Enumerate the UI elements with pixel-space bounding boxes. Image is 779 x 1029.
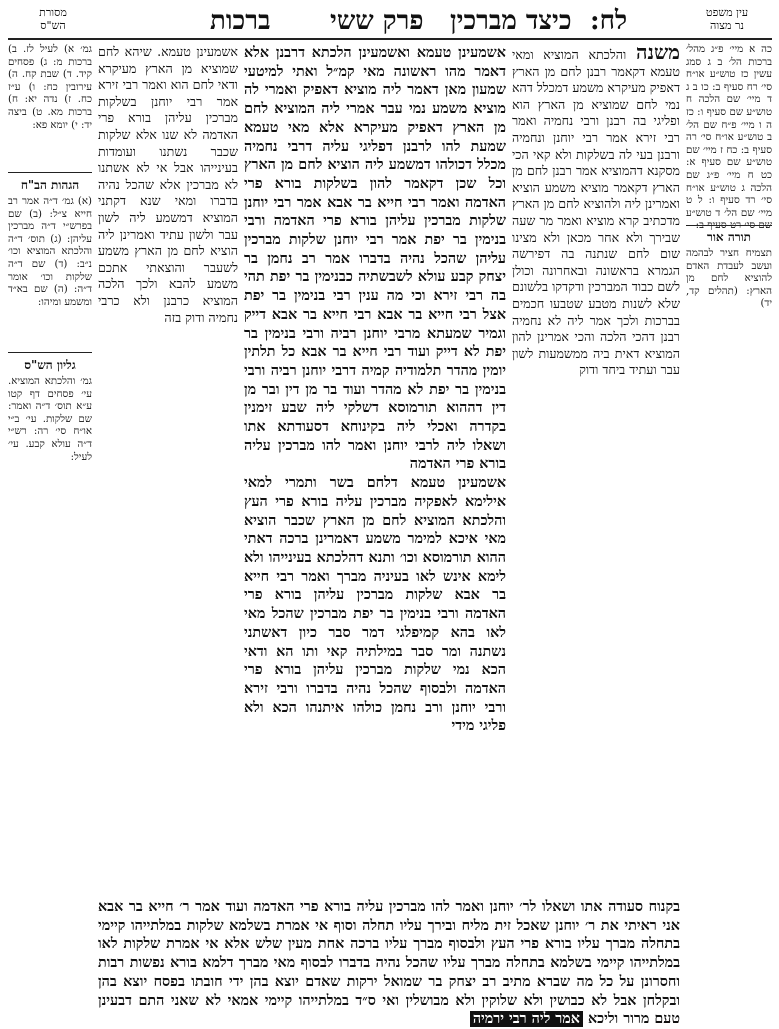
page-number: לח: (590, 6, 628, 36)
rashi-column: אשמעינן טעמא. שיהא לחם שמוציא מן הארץ מעיקרא ודאי לחם הוא ואמר רבי זירא אמר רבי יוחנן בשלקות מברכין עליהן בורא פרי האדמה לא שנו אלא שלקות שכבר נשתנו ועומדות בעינייהו אבל אי לא אשתנו לא מברכין אלא שהכל נהיה בדברו ומאי שנא דקתני המוציא דמשמע ליה לשון עבר ולשון עתיד ואמרינן ליה הוציא לחם מן הארץ משמע לשעבר והוצאתי אתכם משמע להבא ולכך הלכה המוציא כרבנן ולא כרבי נחמיה ודוק בזה (98, 44, 238, 325)
gemara-bottom-text: בקנוח סעודה אתו ושאלו לר׳ יוחנן ואמר להו מברכין עליה בורא פרי האדמה ועוד אמר ר׳ חייא בר אבא אני ראיתי את ר׳ יוחנן שאכל זית מליח ובירך עליו תחלה וסוף אי אמרת בשלמא שלקות במלתייהו קיימי בתחלה מברך עליו בורא פרי העץ ולבסוף מברך עליו ברכה אחת מעין שלש אלא אי אמרת שלקות לאו במלתייהו קיימי בשלמא בתחלה מברך עליו שהכל נהיה בדברו לבסוף מאי מברך דלמא בורא נפשות רבות וחסרונן על כל מה שברא מתיב רב יצחק בר שמואל ירקות שאדם יוצא בהן ידי חובתו בפסח יוצא בהן ובקלחן אבל לא כבושין ולא שלוקין ולא מבושלין ואי ס״ד במלתייהו קיימי אמאי לא שאני התם דבעינן טעם מרור וליכא (98, 899, 680, 1028)
mesoret-label: מסורת הש"ס (39, 6, 67, 32)
tosafot-column (512, 40, 680, 894)
hagahot-column: (א) גמ׳ ד״ה אמר רב חייא צ״ל: (ב) שם בפרש״י ד״ה מברכין עליהן: (ג) תוס׳ ד״ה והלכתא המוציא וכו׳ נ״ב: (ד) שם ד״ה שלקות וכו׳ אומר ד״ה: (ה) שם בא״ד ומשמע ומיהו: (8, 196, 92, 308)
gemara-paragraph-2: אשמעינן טעמא דלחם בשר ותמרי למאי אילימא לאפקיה מברכין עליה בורא פרי העץ והלכתא המוציא לחם מן הארץ שכבר הוציא מאי איכא למימר משמע דאמרינן ברכה דאתי ההוא תורמוסא וכו׳ ותנא דהלכתא בעינייהו ולא לימא אינש לאו בעיניה מברך ואמר רבי חייא בר אבא שלקות מברכין עליהן בורא פרי האדמה ורבי בנימין בר יפת מברכין שהכל מאי לאו בהא קמיפלגי דמר סבר כיון דאשתני נשתנה ומר סבר במילתיה קאי ותו הא ודאי הכא נמי שלקות מברכין עליהן בורא פרי האדמה ולבסוף שהכל נהיה בדברו ורבי זירא ורבי יוחנן ורב נחמן כולהו איתנהו הכא ולא פליגי מידי (244, 475, 506, 735)
gemara-paragraph-1: אשמעינן טעמא ואשמעינן הלכתא דרבנן אלא דאמר מהו ראשונה מאי קמ״ל ואתי למיטעי שמעון מאן דאמר ליה מוציא דאפיק ואמרי לה מוציא משמע נמי עבר אמרי ליה המוציא לחם מן הארץ דאפיק מעיקרא אלא מאי טעמא שמעת להו לרבנן דפליגי עליה דרבי נחמיה מכלל דכולהו דמשמע ליה הוציא לחם מן הארץ וכל שכן דקאמר להון בשלקות בורא פרי האדמה ואמר רבי חייא בר אבא אמר רבי יוחנן שלקות מברכין עליהן בורא פרי האדמה ורבי בנימין בר יפת אמר רבי יוחנן שלקות מברכין עליהן שהכל נהיה בדברו אמר רב נחמן בר יצחק קבע עולא לשבשתיה כבנימין בר יפת תהי בה רבי זירא וכי מה ענין רבי בנימין בר יפת אצל רבי חייא בר אבא רבי חייא בר אבא דייק וגמיר שמעתא מרבי יוחנן רביה ורבי בנימין בר יפת לא דייק ועוד רבי חייא בר אבא כל תלתין יומין מהדר תלמודיה קמיה דרבי יוחנן רביה ורבי בנימין בר יפת לא מהדר ועוד בר מן דין ובר מן דין דההוא תורמוסא דשלקי ליה שבע זימנין בקדרה ואכלי ליה בקינוחא דסעודתא אתו ושאלו ליה לרבי יוחנן ואמר להו מברכין עליה בורא פרי האדמה (244, 45, 506, 473)
mishnah-label: משנה (635, 40, 680, 64)
hagahot-title: הגהות הב"ח (20, 178, 80, 192)
torah-or-title: תורה אור (706, 230, 752, 244)
divider (8, 352, 92, 353)
mesoret-column: גמ׳ א) לעיל לז. ב) ברכות מ: ג) פסחים קיד. ד) שבת קח. ה) עירובין כח: ו) ע״ז כח. ז) נדה יא: ח) ברכות מא. ט) ביצה יד: י) יומא פא: (8, 44, 92, 131)
torah-or-text: תצמיח חציר לבהמה ועשב לעבדת האדם להוציא לחם מן הארץ: (תהלים קד, יד) (686, 248, 772, 310)
ein-mishpat-column: כה א מיי׳ פ״ג מהל׳ ברכות הל׳ ב ג סמג עשין כז טוש״ע או״ח סי׳ רח סעיף ב: כו ב ג ד מיי׳ שם הלכה ח טוש״ע שם סעיף ו: כז ה ו מיי׳ פ״ח שם הל׳ ב טוש״ע או״ח סי׳ רה סעיף ב: כח ז מיי׳ שם טוש״ע שם סעיף א: כט ח מיי׳ פ״ג שם הלכה ג טוש״ע או״ח סי׳ רד סעיף ו: ל ט מיי׳ שם הל׳ ד טוש״ע (686, 44, 772, 219)
gemara-bottom (98, 898, 680, 1028)
chapter-title: כיצד מברכין (450, 6, 572, 36)
highlighted-phrase[interactable]: אמר ליה רבי ירמיה (470, 1011, 583, 1027)
gemara-main (244, 44, 506, 894)
gilyon-column: גמ׳ והלכתא המוציא. עי׳ פסחים דף קטו ע״א תוס׳ ד״ה ואמר: שם שלקות. עי׳ ב״י או״ח סי׳ רה: רש״י ד״ה עולא קבע. עי׳ לעיל: (8, 376, 92, 463)
chapter-number: פרק ששי (330, 6, 424, 36)
divider (686, 225, 772, 226)
divider (8, 172, 92, 173)
gilyon-title: גליון הש"ס (24, 358, 76, 372)
tosafot-text: והלכתא המוציא ומאי טעמא דקאמר רבנן לחם מן הארץ דאפיק מעיקרא משמע דמכלל דהא נמי לחם שמוציא מן הארץ הוא ופליגי בה רבנן ורבי נחמיה ואמר רבי זירא אמר רבי יוחנן ונחמיה ורבנן בעי לה בשלקות ולא קאי הכי מסקנא דהמוציא אמר רבנן לחם מן הארץ דקאמר מוציא משמע הוציא ואמרינן ליה ולהוציא לחם מן הארץ מדכתיב קרא מוציא ואמר מר שעה שבירך ולא אחר מכאן ולא מצינו שום לחם שנתנה בה דפירשה הגמרא בראשונה ובאחרונה וכולן לשם כבוד המברכין ודקדקו בלשונם שלא לשנות מטבע שטבעו חכמים בברכות ולכך אמר ליה לא נחמיה רבנן דהכי הלכה והכי אמרינן להון המוציא דאית ביה ממשמעות לשון עבר ועתיד ביחד ודוק (512, 47, 680, 378)
tractate-name: ברכות (210, 6, 271, 36)
ein-mishpat-label: עין משפט נר מצוה (705, 6, 749, 32)
